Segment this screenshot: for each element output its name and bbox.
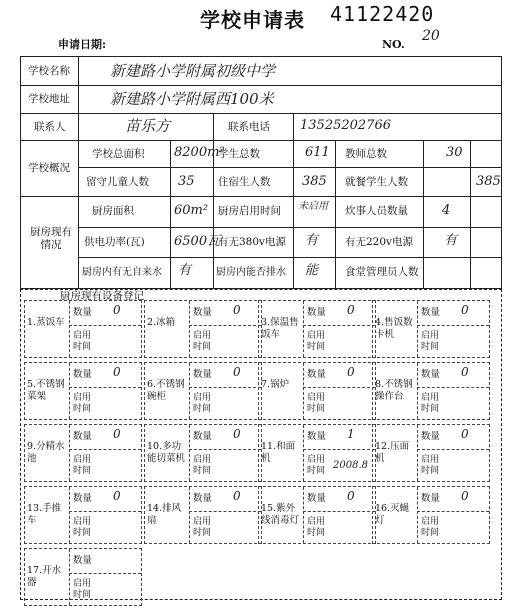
row-line (20, 85, 502, 86)
equipment-name: 4.售饭数卡机 (375, 317, 413, 340)
date-label: 启用时间 (307, 517, 326, 538)
col-line (213, 140, 214, 289)
equipment-item (258, 300, 376, 358)
equipment-item (258, 424, 376, 482)
qty-label: 数量 (73, 307, 93, 318)
equipment-item (24, 548, 142, 606)
phone-label: 联系电话 (228, 121, 270, 133)
col-line (293, 140, 294, 289)
boarding-value: 385 (302, 174, 327, 189)
equipment-name: 2.冰箱 (147, 317, 176, 328)
equipment-section-label: 厨房现有设备登记 (60, 290, 144, 302)
equipment-item (372, 486, 490, 544)
cell-divider (69, 487, 70, 543)
qty-value: 0 (347, 489, 355, 503)
equipment-item (144, 362, 262, 420)
qty-value: 0 (461, 365, 469, 379)
date-label: 启用时间 (307, 393, 326, 414)
cell-divider (417, 449, 489, 450)
col-line (470, 140, 471, 289)
col-line (335, 140, 336, 289)
date-label: 启用时间 (421, 331, 440, 352)
contact-value: 苗乐方 (125, 117, 171, 135)
qty-label: 数量 (421, 369, 441, 380)
col-line (78, 56, 79, 289)
cell-divider (189, 363, 190, 419)
row-line (78, 257, 502, 258)
qty-label: 数量 (73, 493, 93, 504)
qty-value: 0 (461, 489, 469, 503)
date-label: 启用时间 (421, 517, 440, 538)
date-label: 启用时间 (73, 517, 92, 538)
phone-value: 13525202766 (300, 118, 391, 133)
equipment-name: 5.不锈钢菜架 (27, 379, 65, 402)
equipment-name: 14.排风扇 (147, 503, 182, 526)
date-label: 启用时间 (421, 393, 440, 414)
cell-divider (303, 325, 375, 326)
cell-divider (303, 511, 375, 512)
equipment-item (24, 300, 142, 358)
staff-label: 炊事人员数量 (345, 205, 408, 217)
equipment-item (258, 486, 376, 544)
qty-label: 数量 (73, 431, 93, 442)
equipment-item (24, 486, 142, 544)
col-line (170, 140, 171, 289)
no-label: NO. (382, 38, 405, 51)
equipment-name: 15.紫外线消毒灯 (261, 503, 300, 526)
row-line (78, 227, 502, 228)
cell-divider (189, 511, 261, 512)
qty-label: 数量 (73, 369, 93, 380)
equipment-name: 13.手推车 (27, 503, 62, 526)
date-label: 启用时间 (421, 455, 440, 476)
cell-divider (417, 301, 418, 357)
cell-divider (189, 487, 190, 543)
col-line (423, 140, 424, 289)
school-address-label: 学校地址 (28, 93, 70, 105)
qty-value: 0 (233, 303, 241, 317)
cell-divider (69, 325, 141, 326)
cell-divider (417, 511, 489, 512)
qty-label: 数量 (307, 307, 327, 318)
date-label: 启用时间 (193, 393, 212, 414)
kitchen-area-label: 厨房面积 (92, 205, 134, 217)
date-label: 启用时间 (193, 331, 212, 352)
students-label: 学生总数 (218, 148, 260, 160)
row-line (20, 113, 502, 114)
qty-label: 数量 (73, 555, 93, 566)
row-line (20, 140, 502, 141)
kitchen-open-value: 未启用 (298, 201, 328, 212)
form-title: 学校申请表 (200, 8, 305, 32)
equipment-item (144, 424, 262, 482)
school-name-label: 学校名称 (28, 65, 70, 77)
kitchen-section-label: 厨房现有情况 (30, 226, 72, 251)
date-label: 启用时间 (307, 331, 326, 352)
date-label: 申请日期: (58, 38, 107, 51)
cell-divider (69, 549, 70, 605)
students-value: 611 (305, 145, 330, 160)
date-label: 启用时间 (73, 331, 92, 352)
cell-divider (189, 449, 261, 450)
drain-label: 厨房内能否排水 (216, 267, 286, 278)
cell-divider (189, 301, 190, 357)
equipment-name: 8.不锈钢操作台 (375, 379, 413, 402)
teachers-value: 30 (446, 145, 463, 160)
qty-label: 数量 (307, 431, 327, 442)
equipment-name: 1.蒸饭车 (27, 317, 65, 328)
cell-divider (69, 363, 70, 419)
contact-label: 联系人 (34, 121, 66, 133)
cell-divider (303, 301, 304, 357)
dining-value: 385 (476, 174, 501, 189)
equipment-name: 9.分精水池 (27, 441, 65, 464)
drain-value: 能 (305, 263, 319, 278)
v380-value: 有 (305, 233, 319, 248)
qty-value: 0 (347, 303, 355, 317)
power-label: 供电功率(瓦) (84, 236, 145, 248)
water-value: 有 (178, 263, 192, 278)
qty-value: 1 (347, 427, 355, 441)
qty-value: 0 (113, 489, 121, 503)
cell-divider (417, 487, 418, 543)
qty-label: 数量 (421, 307, 441, 318)
cell-divider (417, 363, 418, 419)
qty-value: 0 (461, 427, 469, 441)
equipment-name: 12.压面机 (375, 441, 410, 464)
row-line (20, 196, 502, 197)
row-line (78, 167, 502, 168)
date-label: 启用时间 (307, 455, 326, 476)
qty-value: 0 (113, 303, 121, 317)
equipment-name: 17.开水器 (27, 565, 62, 588)
equipment-item (144, 486, 262, 544)
cell-divider (69, 573, 141, 574)
cell-divider (303, 449, 375, 450)
equipment-name: 7.锅炉 (261, 379, 290, 390)
qty-value: 0 (461, 303, 469, 317)
cell-divider (303, 363, 304, 419)
overview-section-label: 学校概况 (28, 162, 70, 174)
no-value: 20 (422, 28, 440, 44)
dining-label: 就餐学生人数 (345, 176, 408, 188)
kitchen-open-label: 厨房启用时间 (218, 205, 281, 217)
leftbehind-label: 留守儿童人数 (86, 176, 149, 188)
cell-divider (189, 387, 261, 388)
kitchen-area-value: 60m² (174, 203, 209, 218)
equipment-name: 16.灭蝇灯 (375, 503, 410, 526)
cell-divider (69, 425, 70, 481)
cell-divider (303, 425, 304, 481)
cell-divider (417, 387, 489, 388)
power-value: 6500瓦 (174, 234, 221, 249)
qty-value: 0 (233, 365, 241, 379)
qty-label: 数量 (193, 369, 213, 380)
equipment-name: 11.和面机 (261, 441, 296, 464)
equipment-item (144, 300, 262, 358)
school-address-value: 新建路小学附属西100米 (110, 90, 274, 108)
date-label: 启用时间 (193, 517, 212, 538)
cell-divider (303, 487, 304, 543)
area-label: 学校总面积 (92, 148, 145, 160)
boarding-label: 住宿生人数 (218, 176, 271, 188)
qty-value: 0 (113, 427, 121, 441)
date-label: 启用时间 (73, 579, 92, 600)
qty-label: 数量 (307, 493, 327, 504)
teachers-label: 教师总数 (345, 148, 387, 160)
mgmt-label: 食堂管理员人数 (345, 266, 419, 278)
cell-divider (189, 425, 190, 481)
equipment-name: 3.保温售饭车 (261, 317, 299, 340)
school-name-value: 新建路小学附属初级中学 (110, 62, 276, 80)
col-line (293, 113, 294, 140)
equipment-item (372, 362, 490, 420)
qty-label: 数量 (193, 307, 213, 318)
cell-divider (303, 387, 375, 388)
cell-divider (69, 301, 70, 357)
date-label: 启用时间 (193, 455, 212, 476)
qty-value: 0 (233, 489, 241, 503)
serial-number: 41122420 (330, 2, 435, 26)
cell-divider (69, 449, 141, 450)
qty-value: 0 (233, 427, 241, 441)
equipment-name: 10.多功能切菜机 (147, 441, 186, 464)
cell-divider (69, 511, 141, 512)
qty-label: 数量 (193, 493, 213, 504)
equipment-item (372, 300, 490, 358)
area-value: 8200m² (174, 145, 225, 160)
equipment-item (24, 362, 142, 420)
cell-divider (417, 325, 489, 326)
qty-value: 0 (113, 365, 121, 379)
water-label: 厨房内有无自来水 (82, 267, 162, 278)
date-label: 启用时间 (73, 455, 92, 476)
qty-label: 数量 (421, 493, 441, 504)
equipment-item (372, 424, 490, 482)
qty-value: 0 (347, 365, 355, 379)
staff-value: 4 (442, 203, 451, 218)
cell-divider (69, 387, 141, 388)
equipment-item (258, 362, 376, 420)
equipment-name: 6.不锈钢碗柜 (147, 379, 185, 402)
col-line (213, 113, 214, 140)
qty-label: 数量 (421, 431, 441, 442)
qty-label: 数量 (307, 369, 327, 380)
date-label: 启用时间 (73, 393, 92, 414)
cell-divider (189, 325, 261, 326)
cell-divider (417, 425, 418, 481)
equipment-item (24, 424, 142, 482)
v220-label: 有无220v电源 (345, 236, 413, 248)
leftbehind-value: 35 (178, 174, 195, 189)
v220-value: 有 (444, 233, 458, 248)
date-value: 2008.8 (333, 460, 368, 471)
qty-label: 数量 (193, 431, 213, 442)
v380-label: 有无380v电源 (218, 236, 286, 248)
